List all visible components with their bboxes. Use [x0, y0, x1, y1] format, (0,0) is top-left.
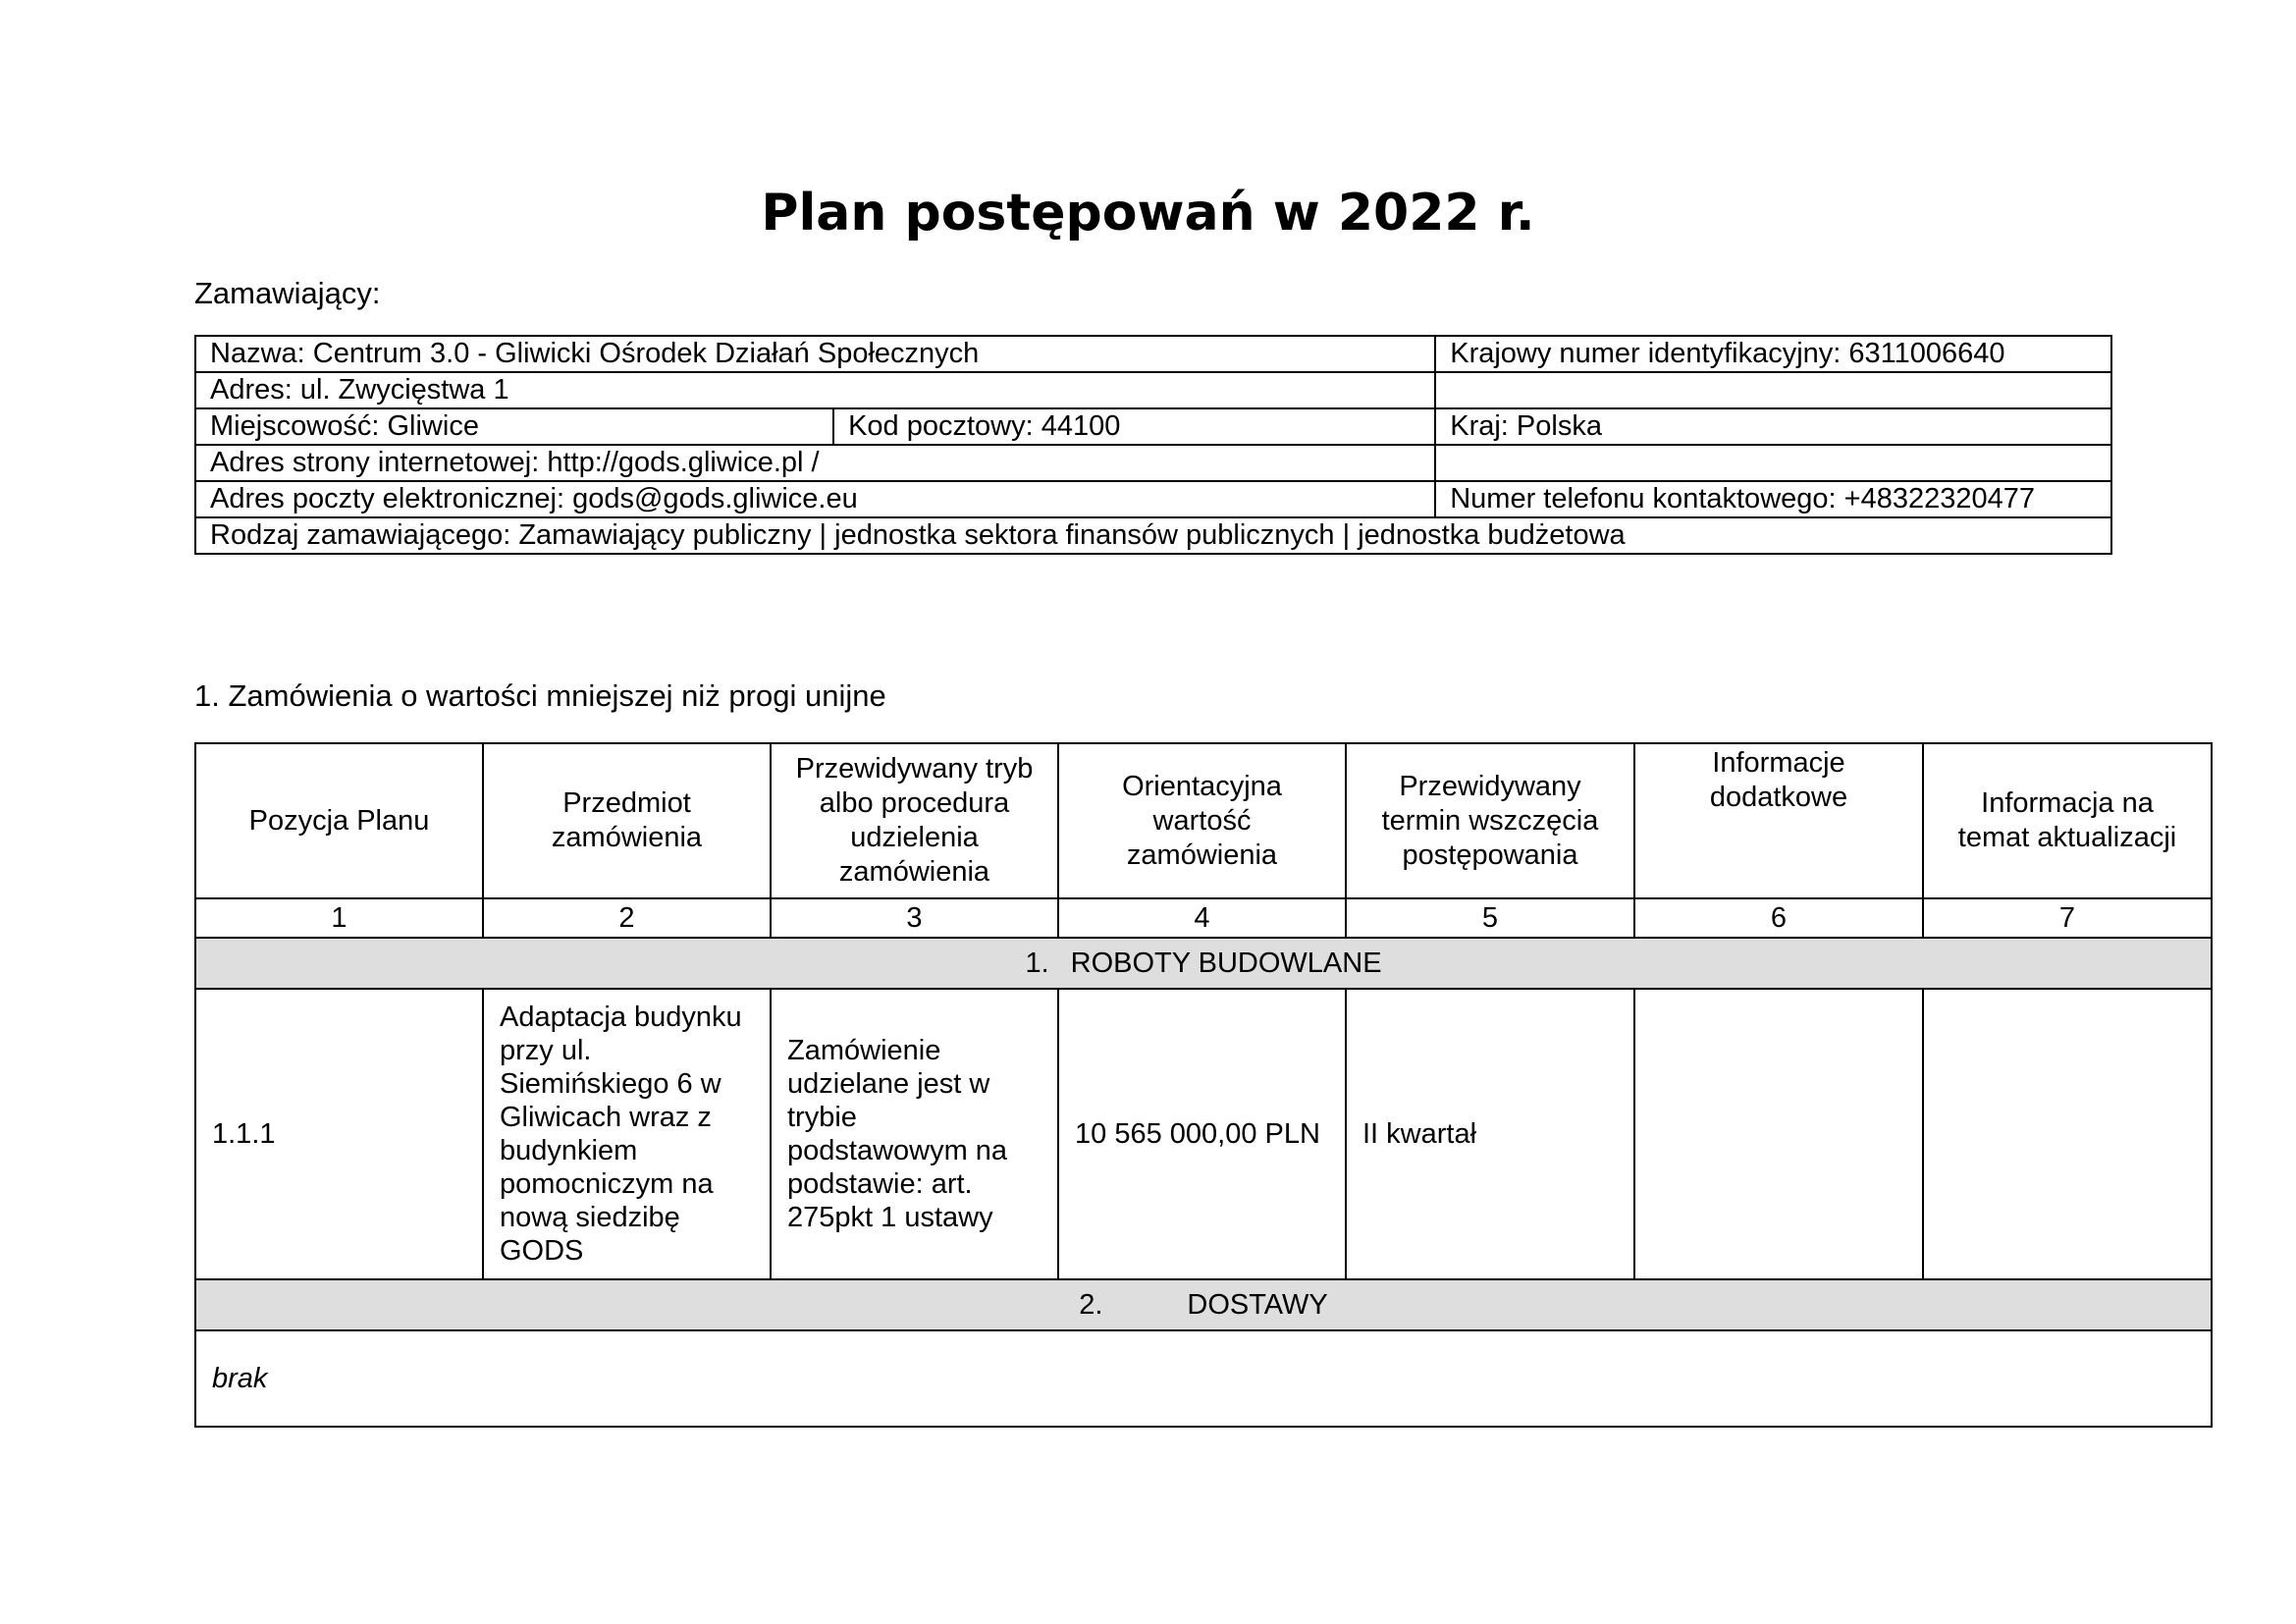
header-line: Przewidywany tryb — [795, 753, 1034, 785]
header-line: udzielenia — [850, 822, 979, 853]
orderer-label: Zamawiający: — [194, 276, 381, 310]
orderer-type: Rodzaj zamawiającego: Zamawiający publiczny | jednostka sektora finansów publicznych | jednostka budżetowa — [195, 517, 2111, 554]
header-position — [195, 743, 483, 898]
table-row-empty — [195, 1330, 2212, 1427]
header-line: zamówienia — [1126, 839, 1278, 871]
row-position: 1.1.1 — [195, 989, 483, 1279]
procedure-line: podstawie: art. — [787, 1168, 973, 1200]
row-procedure — [771, 989, 1058, 1279]
header-procedure — [771, 743, 1058, 898]
table-row — [195, 989, 2212, 1279]
column-number: 5 — [1346, 898, 1634, 938]
column-number: 3 — [771, 898, 1058, 938]
header-line: postępowania — [1402, 839, 1578, 871]
section-heading: 1. Zamówienia o wartości mniejszej niż progi unijne — [194, 678, 886, 713]
header-line: zamówienia — [551, 822, 703, 853]
section-number: 2. — [1079, 1289, 1103, 1321]
header-line: Orientacyjna — [1122, 770, 1282, 802]
empty-cell — [1435, 445, 2111, 481]
header-line: Przedmiot — [562, 787, 691, 819]
column-number: 4 — [1058, 898, 1346, 938]
header-line: temat aktualizacji — [1957, 822, 2177, 853]
orderer-phone: Numer telefonu kontaktowego: +48322320477 — [1435, 481, 2111, 517]
header-line: dodatkowe — [1709, 782, 1848, 813]
header-line: Informacja na — [1981, 787, 2154, 819]
row-subject — [483, 989, 771, 1279]
row-value: 10 565 000,00 PLN — [1058, 989, 1346, 1279]
orderer-website: Adres strony internetowej: http://gods.gliwice.pl / — [195, 445, 1435, 481]
subject-line: Gliwicach wraz z — [500, 1102, 712, 1133]
subject-line: Adaptacja budynku — [500, 1001, 742, 1033]
column-number: 1 — [195, 898, 483, 938]
orderer-postal-code: Kod pocztowy: 44100 — [833, 408, 1435, 445]
orderer-info-table — [194, 335, 2112, 555]
empty-section-text: brak — [195, 1330, 2212, 1427]
orderer-country: Kraj: Polska — [1435, 408, 2111, 445]
column-number: 7 — [1923, 898, 2212, 938]
table-header-row — [195, 743, 2212, 898]
row-update — [1923, 989, 2212, 1279]
row-start: II kwartał — [1346, 989, 1634, 1279]
section-number: 1. — [1025, 947, 1049, 979]
subject-line: Siemińskiego 6 w — [500, 1068, 721, 1100]
orderer-national-id: Krajowy numer identyfikacyjny: 6311006640 — [1435, 336, 2111, 372]
header-update — [1923, 743, 2212, 898]
section-label: DOSTAWY — [1187, 1289, 1328, 1321]
row-additional — [1634, 989, 1923, 1279]
header-line: Przewidywany — [1399, 770, 1581, 802]
subject-line: pomocniczym na — [500, 1168, 714, 1200]
subject-line: nową siedzibę — [500, 1202, 680, 1233]
header-line: albo procedura — [819, 787, 1010, 819]
procedure-line: udzielane jest w — [787, 1068, 990, 1100]
procurement-table — [194, 742, 2213, 1428]
page-title: Plan postępowań w 2022 r. — [761, 184, 1535, 243]
column-number-row — [195, 898, 2212, 938]
procedure-line: Zamówienie — [787, 1035, 941, 1066]
header-line: zamówienia — [838, 856, 990, 888]
orderer-city: Miejscowość: Gliwice — [195, 408, 833, 445]
subject-line: przy ul. — [500, 1035, 592, 1066]
procedure-line: podstawowym na — [787, 1135, 1008, 1166]
section-row-supplies — [195, 1279, 2212, 1330]
header-line: Pozycja Planu — [248, 804, 430, 837]
section-row-construction — [195, 938, 2212, 989]
procedure-line: 275pkt 1 ustawy — [787, 1202, 993, 1233]
column-number: 6 — [1634, 898, 1923, 938]
header-additional — [1634, 743, 1923, 898]
subject-line: budynkiem — [500, 1135, 638, 1166]
header-subject — [483, 743, 771, 898]
orderer-address: Adres: ul. Zwycięstwa 1 — [195, 372, 1435, 408]
section-label: ROBOTY BUDOWLANE — [1070, 947, 1382, 979]
header-line: wartość — [1152, 804, 1252, 837]
header-line: Informacje — [1712, 747, 1845, 779]
header-value — [1058, 743, 1346, 898]
subject-line: GODS — [500, 1235, 584, 1267]
header-line: termin wszczęcia — [1381, 804, 1599, 837]
orderer-name: Nazwa: Centrum 3.0 - Gliwicki Ośrodek Działań Społecznych — [195, 336, 1435, 372]
empty-cell — [1435, 372, 2111, 408]
column-number: 2 — [483, 898, 771, 938]
header-start — [1346, 743, 1634, 898]
orderer-email: Adres poczty elektronicznej: gods@gods.gliwice.eu — [195, 481, 1435, 517]
procedure-line: trybie — [787, 1102, 857, 1133]
